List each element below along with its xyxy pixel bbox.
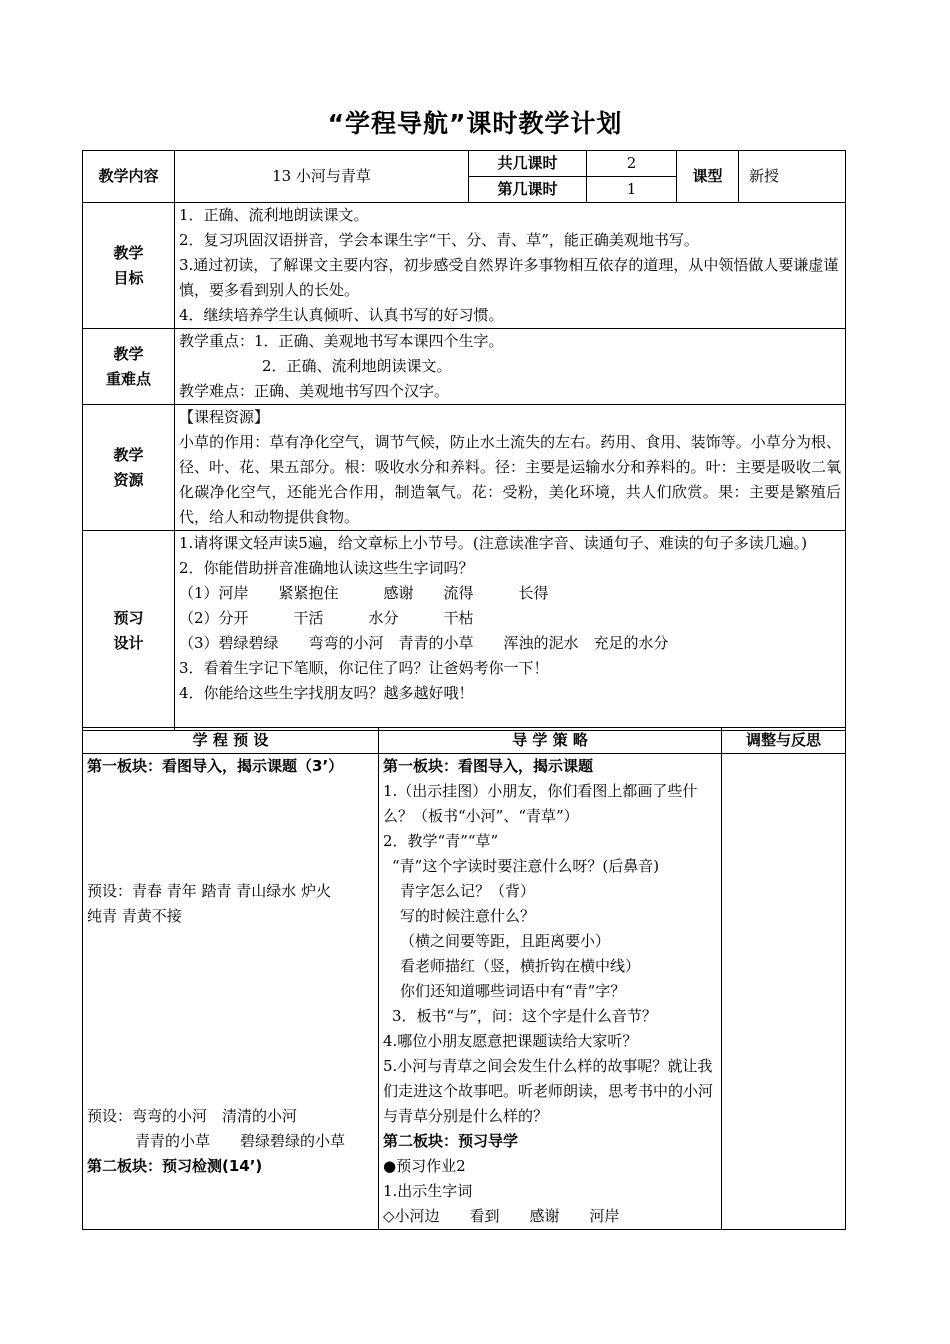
strategy-line: 你们还知道哪些词语中有“青”字？ <box>400 982 626 1000</box>
column-header-preset: 学 程 预 设 <box>83 728 379 754</box>
content-label: 教学内容 <box>83 151 175 203</box>
keypoints-label <box>83 329 175 405</box>
preset-text: 预设：弯弯的小河 清清的小河 <box>87 1107 298 1125</box>
keypoints-label-line2: 重难点 <box>105 369 151 388</box>
keypoints-content <box>175 329 846 405</box>
strategy-line: ●预习作业2 <box>383 1157 466 1175</box>
lesson-type-value: 新授 <box>739 151 846 203</box>
keypoints-label-line1: 教学 <box>113 344 144 363</box>
preview-line: （2）分开 干活 水分 干枯 <box>179 609 474 627</box>
strategy-line: 青字怎么记？（背） <box>400 882 536 900</box>
preview-label <box>83 531 175 731</box>
preview-line: （3）碧绿碧绿 弯弯的小河 青青的小草 浑浊的泥水 充足的水分 <box>179 634 669 652</box>
keypoint-item: 2．正确、流利地朗读课文。 <box>262 357 452 375</box>
resources-heading: 【课程资源】 <box>179 408 270 426</box>
goals-label <box>83 203 175 329</box>
reflection-column <box>722 754 846 1230</box>
preview-content <box>175 531 846 731</box>
keypoint-item: 教学难点：正确、美观地书写四个汉字。 <box>179 382 450 400</box>
total-lessons-label: 共几课时 <box>469 151 587 177</box>
strategy-line: （横之间要等距，且距离要小） <box>400 932 611 950</box>
keypoint-item: 教学重点：1．正确、美观地书写本课四个生字。 <box>179 332 504 350</box>
strategy-line: 2．教学“青”“草” <box>383 832 499 850</box>
page-title: “学程导航”课时教学计划 <box>327 109 623 138</box>
goal-item: 4．继续培养学生认真倾听、认真书写的好习惯。 <box>179 306 504 324</box>
lesson-process-table <box>82 727 846 1230</box>
resources-label-line1: 教学 <box>113 445 144 464</box>
strategy-column <box>379 754 722 1230</box>
goals-label-line2: 目标 <box>113 268 144 287</box>
content-value: 13 小河与青草 <box>175 151 469 203</box>
goal-item: 1．正确、流利地朗读课文。 <box>179 206 369 224</box>
goal-item: 3.通过初读，了解课文主要内容，初步感受自然界许多事物相互依存的道理，从中领悟做人要谦虚谨慎，要多看到别人的长处。 <box>179 256 839 299</box>
preview-line: 3．看着生字记下笔顺，你记住了吗？让爸妈考你一下！ <box>179 659 549 677</box>
preset-text: 预设：青春 青年 踏青 青山绿水 炉火 <box>87 882 332 900</box>
strategy-line: 看老师描红（竖，横折钩在横中线） <box>400 957 641 975</box>
current-lesson-value: 1 <box>587 177 677 203</box>
resources-label <box>83 405 175 531</box>
strategy-line: 1.出示生字词 <box>383 1182 473 1200</box>
goals-content <box>175 203 846 329</box>
preview-line: （1）河岸 紧紧抱住 感谢 流得 长得 <box>179 584 549 602</box>
resources-label-line2: 资源 <box>113 470 144 489</box>
preview-line: 4．你能给这些生字找朋友吗？越多越好哦！ <box>179 684 474 702</box>
lesson-type-label: 课型 <box>677 151 739 203</box>
preset-column <box>83 754 379 1230</box>
left-block2-heading: 第二板块：预习检测(14’) <box>87 1157 263 1175</box>
total-lessons-value: 2 <box>587 151 677 177</box>
strategy-line: ◇小河边 看到 感谢 河岸 <box>383 1207 620 1225</box>
preset-text: 青青的小草 碧绿碧绿的小草 <box>135 1132 346 1150</box>
right-block2-heading: 第二板块：预习导学 <box>383 1132 519 1150</box>
column-header-reflection: 调整与反思 <box>722 728 846 754</box>
strategy-line: 5.小河与青草之间会发生什么样的故事呢？就让我们走进这个故事吧。听老师朗读，思考书中的小河与青草分别是什么样的？ <box>383 1057 714 1125</box>
goal-item: 2．复习巩固汉语拼音，学会本课生字“干、分、青、草”，能正确美观地书写。 <box>179 231 699 249</box>
strategy-line: 写的时候注意什么？ <box>400 907 536 925</box>
preview-line: 2．你能借助拼音准确地认读这些生字词吗？ <box>179 559 474 577</box>
preview-label-line2: 设计 <box>113 633 144 652</box>
right-block1-heading: 第一板块：看图导入，揭示课题 <box>383 757 594 775</box>
preview-line: 1.请将课文轻声读5遍，给文章标上小节号。(注意读准字音、读通句子、难读的句子多读几遍。) <box>179 534 808 552</box>
strategy-line: 3．板书“与”，问：这个字是什么音节？ <box>392 1007 657 1025</box>
strategy-line: 4.哪位小朋友愿意把课题读给大家听？ <box>383 1032 638 1050</box>
goals-label-line1: 教学 <box>113 243 144 262</box>
strategy-line: “青”这个字读时要注意什么呀？(后鼻音) <box>392 857 660 875</box>
strategy-line: 1.（出示挂图）小朋友，你们看图上都画了些什么？（板书“小河”、“青草”） <box>383 782 698 825</box>
lesson-plan-table <box>82 150 846 731</box>
resources-content <box>175 405 846 531</box>
resources-text: 小草的作用：草有净化空气，调节气候，防止水土流失的左右。药用、食用、装饰等。小草分为根、径、叶、花、果五部分。根：吸收水分和养料。径：主要是运输水分和养料的。叶：主要是吸收二氧化碳净化空气，还能光合作用，制造氧气。花：受粉，美化环境，共人们欣赏。果：主要是繁殖后代，给人和动物提供食物。 <box>179 433 841 526</box>
left-block1-heading: 第一板块：看图导入，揭示课题（3’） <box>87 757 344 775</box>
preview-label-line1: 预习 <box>113 608 144 627</box>
preset-text: 纯青 青黄不接 <box>87 907 182 925</box>
current-lesson-label: 第几课时 <box>469 177 587 203</box>
column-header-strategy: 导 学 策 略 <box>379 728 722 754</box>
